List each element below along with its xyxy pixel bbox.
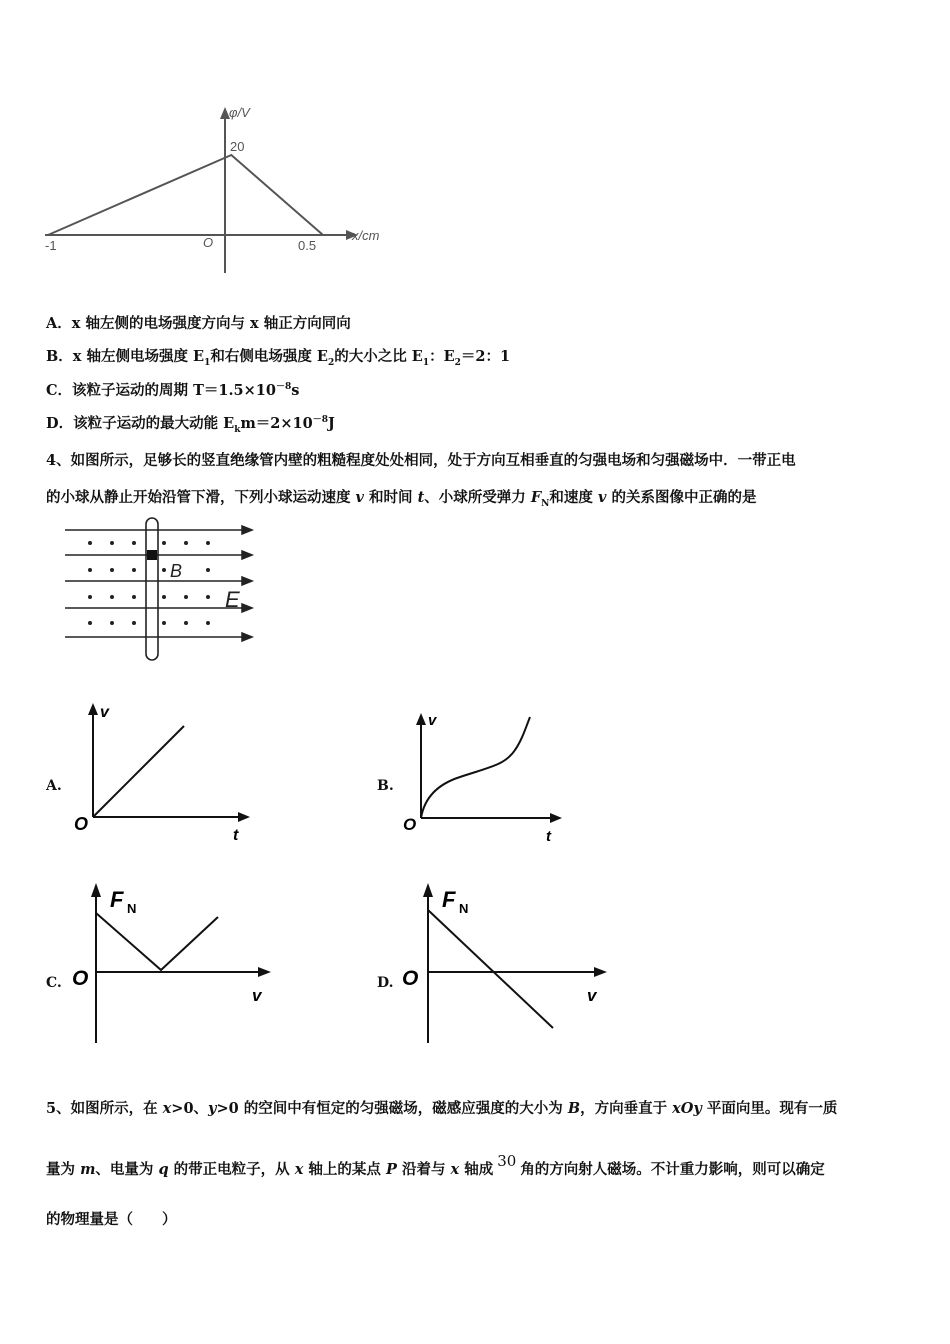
svg-text:v: v [587,986,597,1005]
q4-line2: 的小球从静止开始沿管下滑，下列小球运动速度 v 和时间 t、小球所受弹力 $F_N$和速度 v 的关系图像中正确的是 [46,489,757,509]
angle-30: 30 [497,1152,517,1170]
x-axis-label: x/cm [352,228,380,243]
origin-label: O [203,235,214,250]
insulating-tube [146,518,158,660]
graph-d-fn-v [398,875,618,1050]
x-left-tick: -1 [45,238,57,253]
option-a: A．x 轴左侧的电场强度方向与 x 轴正方向同向 [46,315,351,332]
q4-option-c-label: C. [46,975,62,991]
x-right-tick: 0.5 [298,238,317,253]
svg-text:v: v [428,712,437,729]
potential-line [48,155,323,235]
q4-option-a-label: A. [46,778,62,794]
svg-text:O: O [403,815,417,834]
svg-text:N: N [127,901,137,916]
option-d: D．该粒子运动的最大动能 $E_km=2\times 10^{-8}J$ [46,415,335,435]
option-c: C．该粒子运动的周期 $T=1.5\times 10^{-8}s$ [46,382,300,399]
svg-text:O: O [402,967,419,990]
q4-option-b-label: B. [377,778,394,794]
field-diagram [60,515,260,670]
q4-line1: 4、如图所示，足够长的竖直绝缘管内壁的粗糙程度处处相同，处于方向互相垂直的匀强电场和匀强磁场中．一带正电 [46,452,796,469]
option-b: B．x 轴左侧电场强度 $E_1$和右侧电场强度 $E_2$的大小之比 $E_1$：$E_2=2$：1 [46,348,511,368]
q5-line3: 的物理量是（ ） [46,1211,177,1228]
graph-b-v-t [400,705,580,850]
q5-line1: 5、如图所示，在 x>0、y>0 的空间中有恒定的匀强磁场，磁感应强度的大小为 B，方向垂直于 xOy 平面向里。现有一质 [46,1100,838,1117]
b-field-label: B [170,561,183,581]
e-field-label: E [225,587,240,612]
svg-text:t: t [546,828,551,845]
q5-line2: 量为 m、电量为 q 的带正电粒子，从 x 轴上的某点 P 沿着与 x 轴成 30 角的方向射人磁场。不计重力影响，则可以确定 [46,1152,825,1178]
svg-text:O: O [74,814,89,834]
svg-text:N: N [459,901,469,916]
svg-text:v: v [252,986,262,1005]
svg-text:t: t [233,827,239,844]
graph-a-v-t [68,695,268,845]
y-axis-label: φ/V [229,105,250,120]
svg-text:O: O [72,967,89,990]
q4-option-d-label: D. [377,975,394,991]
graph-c-fn-v [66,875,281,1050]
svg-text:F: F [442,887,456,912]
svg-text:v: v [100,704,109,721]
y-tick-label: 20 [230,139,245,154]
charged-ball [147,550,157,560]
svg-text:F: F [110,887,124,912]
potential-graph [40,95,410,280]
